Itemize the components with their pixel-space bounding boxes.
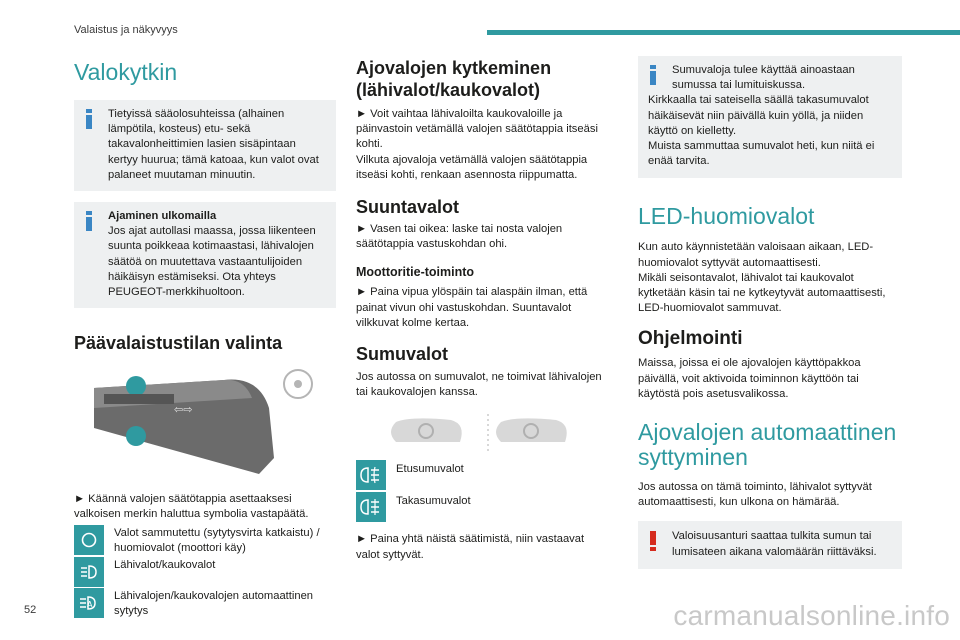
info-text-abroad: Jos ajat autollasi maassa, jossa liikenteen suunta poikkeaa kotimaastasi, lähivalojen säätöä on muutettava vastaantulijoiden häikäisyn estämiseksi. Ota yhteys PEUGEOT-merkkihuoltoon. [108,225,316,299]
auto-headlamp-icon [74,588,104,618]
list-item [74,588,336,619]
info-box-condensation [74,100,336,191]
section-title-fog-lamps: Sumuvalot [356,344,449,365]
paragraph: ► Paina yhtä näistä säätimistä, niin vastaavat valot syttyvät. [356,533,585,561]
page-number: 52 [24,604,37,616]
headlamp-icon [74,557,104,587]
paragraph: Jos autossa on sumuvalot, ne toimivat lähivalojen tai kaukovalojen kanssa. [356,371,602,399]
section-title-indicators: Suuntavalot [356,197,460,218]
paragraph: Vilkuta ajovaloja vetämällä valojen säätötappia itseäsi kohti, renkaan asennosta riippumatta. [356,153,588,181]
list-item-label: Valot sammutettu (sytytysvirta katkaistu) / huomiovalot (moottori käy) [114,526,320,554]
section-title-headlamps: Ajovalojen kytkeminen (lähivalot/kaukovalot) [356,58,552,100]
paragraph: Maissa, joissa ei ole ajovalojen käyttöpakkoa päivällä, voit aktivoida toiminnon käyttöön tai käytöstä pois asetusvalikossa. [638,357,861,400]
steering-wheel-icon [356,412,606,456]
section-title-programming: Ohjelmointi [638,328,743,350]
info-box-fog [638,56,902,178]
list-item-label: Lähivalojen/kaukovalojen automaattinen sytytys [114,590,314,618]
instruction-rotate: ► Käännä valojen säätötappia asettaaksesi valkoisen merkin haluttua symbolia vastapäätä. [74,493,309,521]
warning-text: Valoisuusanturi saattaa tulkita sumun tai lumisateen aikana valomäärän riittäväksi. [672,530,877,558]
info-text-fog-rest2: Muista sammuttaa sumuvalot heti, kun niitä ei enää tarvita. [648,140,875,168]
running-header: Valaistus ja näkyvyys [74,24,178,36]
list-item-label: Takasumuvalot [396,495,471,508]
paragraph: Mikäli seisontavalot, lähivalot tai kaukovalot kytketään käsin tai ne kytkeytyvät automaattisesti, LED-huomiovalot sammuvat. [638,271,886,315]
subsection-title-motorway: Moottoritie-toiminto [356,265,475,280]
fog-switch-illustration [356,412,606,456]
info-icon [86,211,92,231]
warning-icon [650,531,656,551]
front-fog-icon [356,460,386,490]
column-3 [638,50,902,569]
section-title-auto-lighting: Ajovalojen automaattinen syttyminen [638,419,897,471]
paragraph: ► Voit vaihtaa lähivaloilta kaukovaloille ja päinvastoin vetämällä valojen säätötappia itseäsi kohti. [356,108,598,151]
off-circle-icon [74,525,104,555]
list-item-label: Etusumuvalot [396,463,464,476]
paragraph: Jos autossa on tämä toiminto, lähivalot syttyvät automaattisesti, kun ulkona on hämärää. [638,481,872,509]
svg-text:A: A [87,600,93,610]
rear-fog-icon [356,492,386,522]
list-item [74,557,336,587]
lighting-stalk-illustration [74,368,336,474]
info-text-condensation: Tietyissä sääolosuhteissa (alhainen lämpötila, kosteus) etu- sekä takavalonheittimien lasien sisäpintaan kertyy huurua; tämä katoaa, kun valot ovat palaneet muutaman minuutin. [108,108,319,181]
column-2 [356,50,606,563]
list-item [74,525,336,556]
section-title-main-lighting: Päävalaistustilan valinta [74,333,283,354]
column-1 [74,50,336,619]
paragraph: ► Paina vipua ylöspäin tai alaspäin ilman, että painat vivun ohi vastuskohdan. Suuntavalot vilkkuvat kolme kertaa. [356,286,588,329]
list-item [356,492,606,522]
info-icon [86,109,92,129]
watermark: carmanualsonline.info [673,600,950,631]
list-item [356,460,606,490]
section-title-light-switch: Valokytkin [74,59,178,85]
stalk-icon [74,368,336,474]
info-title-abroad: Ajaminen ulkomailla [108,210,217,223]
paragraph: Kun auto käynnistetään valoisaan aikaan, LED-huomiovalot syttyvät automaattisesti. [638,241,874,269]
svg-text:⇦⇨: ⇦⇨ [174,403,193,417]
section-title-led: LED-huomiovalot [638,203,815,230]
list-item-label: Lähivalot/kaukovalot [114,559,216,572]
warning-box-sensor [638,521,902,568]
info-text-fog: Sumuvaloja tulee käyttää ainoastaan sumussa tai lumituiskussa. [672,64,855,92]
info-box-abroad [74,202,336,308]
paragraph: ► Vasen tai oikea: laske tai nosta valojen säätötappia vastuskohdan ohi. [356,223,563,251]
header-rule [487,30,960,35]
info-icon [650,65,656,85]
info-text-fog-rest: Kirkkaalla tai sateisella säällä takasumuvalot häikäisevät niin päivällä kuin yöllä, ja niiden käyttö on kielletty. [648,94,869,137]
